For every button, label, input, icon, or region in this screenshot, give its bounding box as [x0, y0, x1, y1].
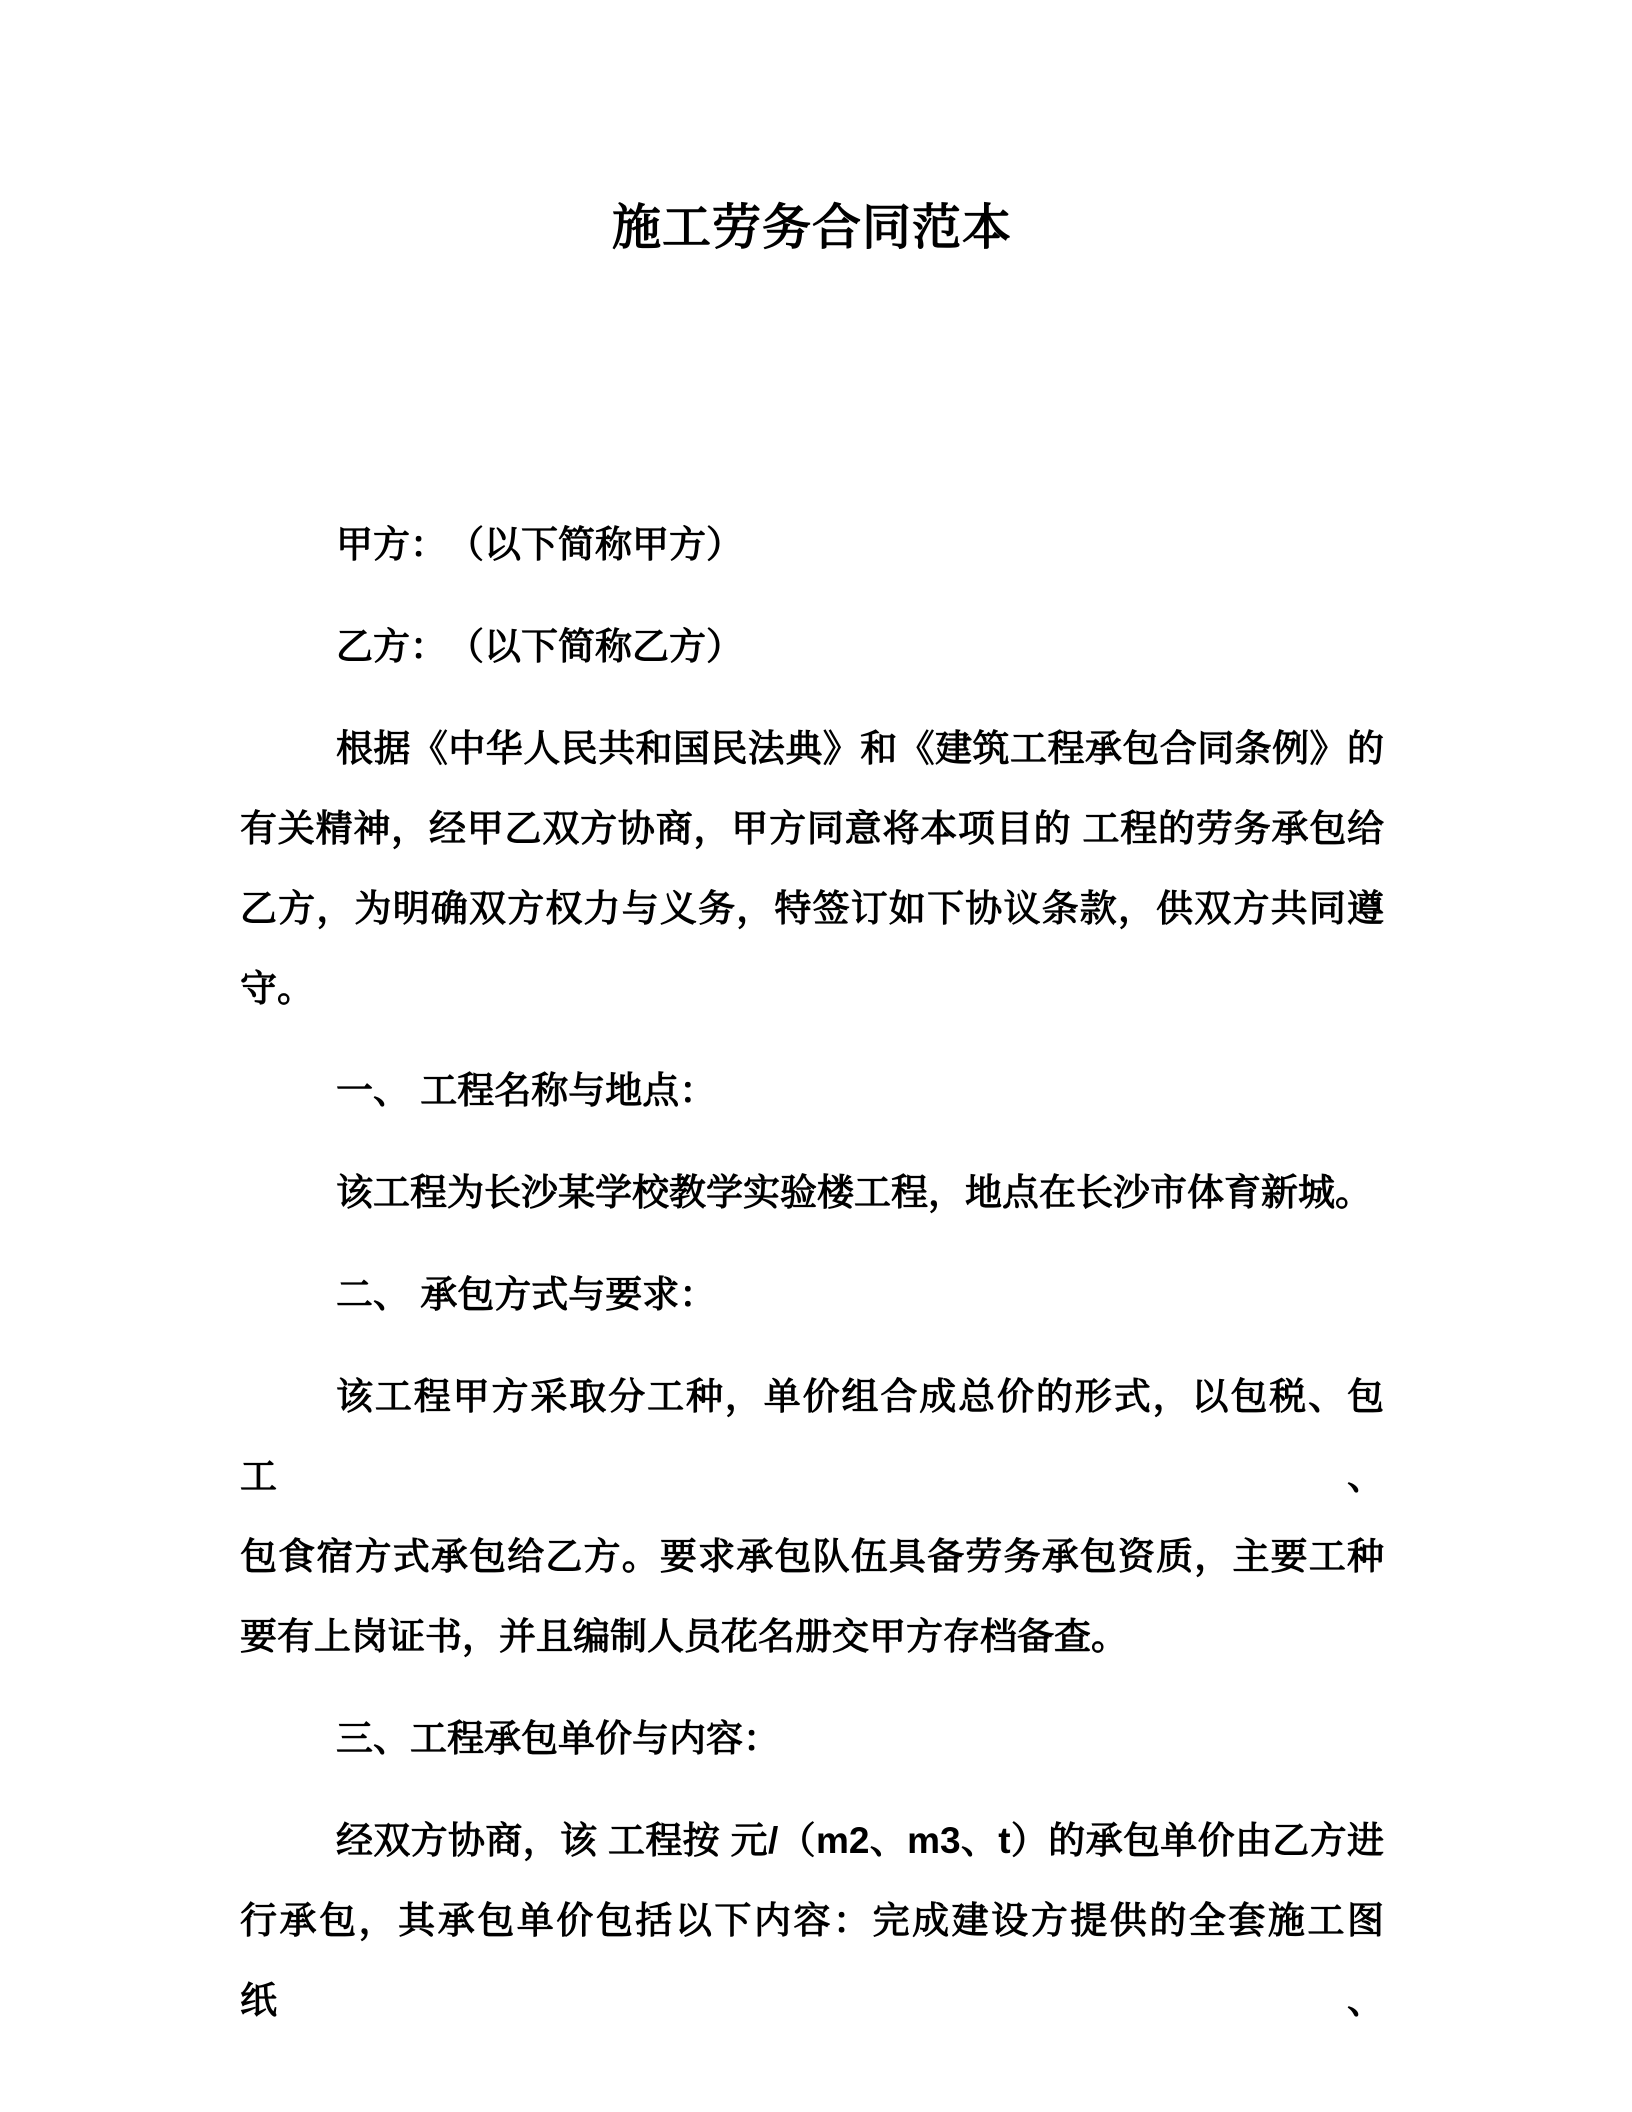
text-line: 一、 工程名称与地点：	[336, 1070, 717, 1111]
document-title: 施工劳务合同范本	[611, 201, 1012, 255]
text-line: 乙方： （以下简称乙方）	[336, 626, 743, 667]
text-line: 三、工程承包单价与内容：	[336, 1718, 780, 1759]
text-line: 乙方，为明确双方权力与义务，特签订如下协议条款，供双方共同遵	[240, 888, 1384, 929]
text-line: 二、 承包方式与要求：	[336, 1274, 717, 1315]
text-line: 甲方： （以下简称甲方）	[336, 524, 743, 565]
section-1-heading	[240, 1051, 1384, 1131]
text-line: 该工程为长沙某学校教学实验楼工程，地点在长沙市体育新城。	[336, 1172, 1372, 1213]
text-line: 该工程甲方采取分工种，单价组合成总价的形式，以包税、包工、	[240, 1376, 1384, 1497]
text-line: 行承包，其承包单价包括以下内容：完成建设方提供的全套施工图纸、	[240, 1900, 1384, 2021]
text-line: 守。	[240, 968, 314, 1009]
party-a-line	[240, 505, 1384, 585]
text-line: 经双方协商，该 工程按 元/（m2、m3、t）的承包单价由乙方进	[336, 1820, 1384, 1861]
section-2-heading	[240, 1255, 1384, 1335]
section-3-body	[240, 1801, 1384, 2041]
text-line: 要有上岗证书，并且编制人员花名册交甲方存档备查。	[240, 1616, 1128, 1657]
section-3-heading	[240, 1699, 1384, 1779]
text-line: 包食宿方式承包给乙方。要求承包队伍具备劳务承包资质，主要工种	[240, 1536, 1384, 1577]
preamble-paragraph	[240, 709, 1384, 1029]
section-2-body	[240, 1357, 1384, 1677]
text-line: 根据《中华人民共和国民法典》和《建筑工程承包合同条例》的	[336, 728, 1384, 769]
section-1-body	[240, 1153, 1384, 1233]
party-b-line	[240, 607, 1384, 687]
text-line: 有关精神，经甲乙双方协商，甲方同意将本项目的 工程的劳务承包给	[240, 808, 1384, 849]
